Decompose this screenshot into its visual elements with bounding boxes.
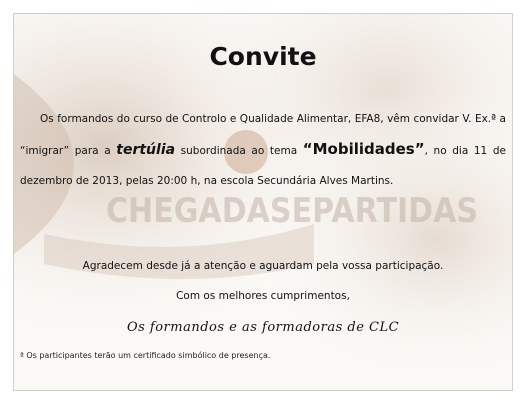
background-banner-text: CHEGADASEPARTIDAS: [106, 191, 478, 231]
invitation-card: [13, 13, 513, 391]
regards-line: Com os melhores cumprimentos,: [176, 290, 350, 302]
footnote: ª Os participantes terão um certificado simbólico de presença.: [20, 351, 271, 360]
invitation-paragraph: [20, 104, 506, 196]
paragraph-text-3: , no dia 11 de dezembro de 2013, pelas 20:00 h, na escola Secundária Alves Martins.: [20, 145, 506, 187]
tertulia-word: tertúlia: [116, 142, 176, 158]
thanks-line: Agradecem desde já a atenção e aguardam pela vossa participação.: [82, 260, 444, 272]
paragraph-text-2: subordinada ao tema: [175, 145, 303, 157]
signature-line: Os formandos e as formadoras de CLC: [126, 320, 400, 335]
invitation-title: Convite: [209, 42, 317, 71]
theme-title: “Mobilidades”: [302, 140, 425, 158]
paragraph-text-1: Os formandos do curso de Controlo e Qualidade Alimentar, EFA8, vêm convidar V. Ex.ª a “imigrar” para a: [20, 113, 506, 157]
